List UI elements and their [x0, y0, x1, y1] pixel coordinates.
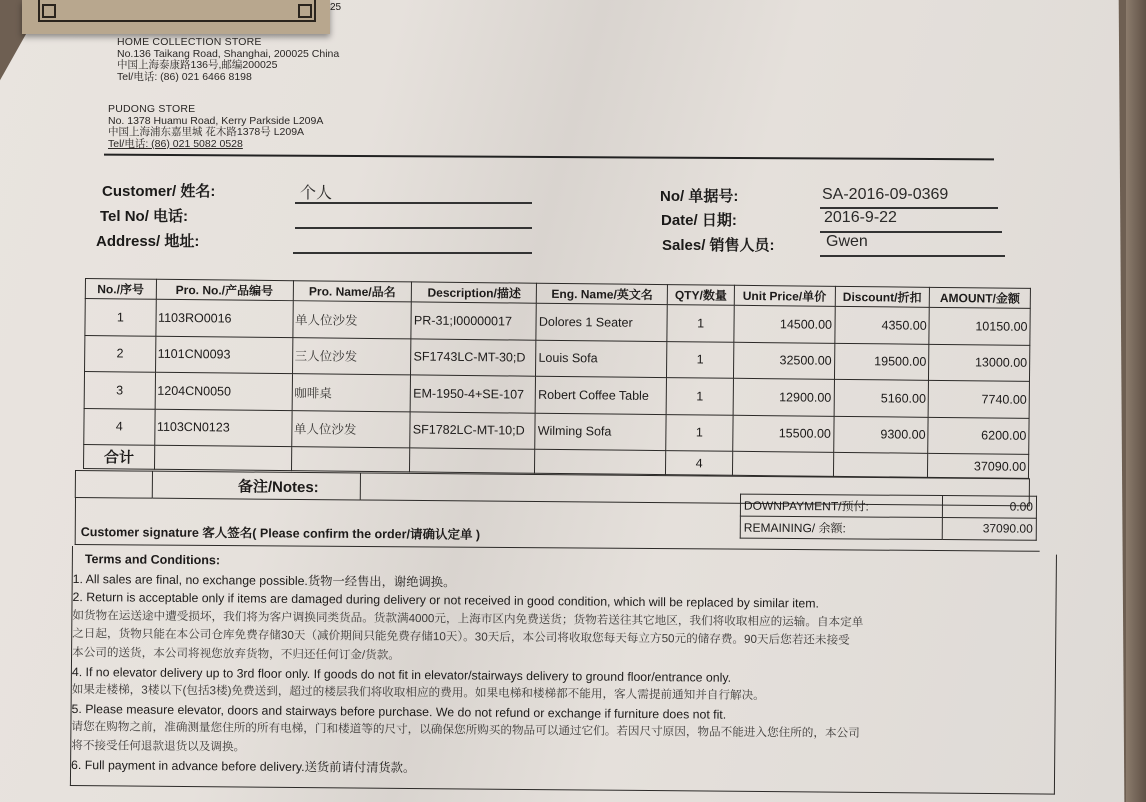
page-number: 25: [330, 2, 342, 13]
term-line: 本公司的送货，本公司将视您放弃货物，不归还任何订金/货款。: [72, 645, 400, 662]
header-pro-name: Pro. Name/品名: [293, 281, 412, 302]
cell-qty: 1: [667, 305, 734, 342]
cell-qty: 1: [666, 414, 733, 451]
store-tel: Tel/电话: (86) 021 5082 0528: [108, 137, 243, 150]
header-pro-no: Pro. No./产品编号: [156, 279, 293, 300]
cell-amount: 7740.00: [928, 380, 1029, 418]
store-pudong: [108, 104, 323, 150]
store-home-collection: [117, 37, 339, 83]
cell-description: EM-1950-4+SE-107: [411, 375, 536, 413]
cell-unit-price: 32500.00: [733, 342, 834, 380]
address-label: Address/ 地址:: [96, 233, 200, 250]
cell-no: 2: [85, 335, 156, 372]
term-line: 2. Return is acceptable only if items are damaged during delivery or not received in good condition, which will be replaced by similar item.: [72, 590, 819, 611]
date-value: 2016-9-22: [824, 209, 897, 226]
date-label: Date/ 日期:: [661, 212, 737, 229]
customer-line: [295, 202, 532, 204]
cell-unit-price: 12900.00: [733, 378, 834, 416]
term-line: 之日起，货物只能在本公司仓库免费存储30天（减价期间只能免费存储10天）。30天后，本公司将收取您每天每立方50元的储存费。90天后您若还未接受: [72, 627, 850, 648]
term-line: 将不接受任何退款退货以及调换。: [71, 738, 246, 754]
header-description: Description/描述: [412, 282, 537, 303]
store-tel: Tel/电话: (86) 021 6466 8198: [117, 70, 252, 83]
customer-value: 个人: [300, 185, 333, 202]
order-no-value: SA-2016-09-0369: [822, 186, 949, 203]
store-address-cn: 中国上海泰康路136号,邮编200025: [117, 59, 278, 71]
header-amount: AMOUNT/金额: [929, 287, 1030, 308]
cell-discount: 5160.00: [834, 379, 929, 416]
downpayment-value: 0.00: [942, 496, 1036, 519]
cell-qty: 1: [666, 378, 733, 415]
cell-amount: 10150.00: [929, 307, 1030, 345]
term-line: 1. All sales are final, no exchange possible.货物一经售出，谢绝调换。: [72, 571, 456, 589]
total-amount: 37090.00: [928, 453, 1029, 478]
cell-no: 4: [84, 408, 155, 445]
tel-line: [295, 227, 532, 229]
header-discount: Discount/折扣: [835, 286, 930, 307]
store-name: PUDONG STORE: [108, 103, 196, 115]
cell-qty: 1: [667, 341, 734, 378]
total-qty: 4: [666, 451, 733, 476]
cell-eng-name: Louis Sofa: [536, 340, 667, 378]
term-line: 4. If no elevator delivery up to 3rd floor only. If goods do not fit in elevator/stairways delivery to ground floor/entrance only.: [71, 664, 732, 685]
address-line: [293, 252, 532, 254]
remaining-value: 37090.00: [942, 518, 1036, 541]
signature-section: [75, 497, 1040, 552]
cell-description: SF1782LC-MT-10;D: [410, 411, 535, 449]
cell-no: 1: [85, 299, 156, 336]
cell-pro-no: 1204CN0050: [155, 372, 292, 410]
customer-label: Customer/ 姓名:: [102, 183, 216, 200]
background-edge: [1126, 0, 1146, 802]
cell-pro-no: 1103RO0016: [155, 299, 292, 337]
terms-title: Terms and Conditions:: [84, 552, 221, 568]
cell-pro-name: 单人位沙发: [291, 410, 410, 448]
term-line: 请您在购物之前，准确测量您住所的所有电梯，门和楼道等的尺寸，以确保您所购买的物品可以通过它们。若因尺寸原因，物品不能进入您住所的，本公司: [71, 720, 860, 741]
sales-value: Gwen: [826, 233, 868, 250]
signature-label: Customer signature 客人签名( Please confirm the order/请确认定单 ): [80, 525, 481, 542]
tel-label: Tel No/ 电话:: [100, 208, 189, 225]
cell-pro-no: 1103CN0123: [154, 409, 291, 447]
remaining-label: REMAINING/ 余额:: [740, 516, 942, 539]
payment-summary: [740, 494, 1037, 541]
cell-eng-name: Robert Coffee Table: [535, 376, 666, 414]
cell-pro-name: 三人位沙发: [292, 337, 411, 375]
cell-no: 3: [84, 372, 155, 409]
store-name: HOME COLLECTION STORE: [117, 36, 262, 48]
cell-pro-no: 1101CN0093: [155, 336, 292, 374]
cell-discount: 4350.00: [834, 306, 929, 343]
cell-amount: 6200.00: [928, 417, 1029, 455]
term-line: 6. Full payment in advance before delivery.送货前请付清货款。: [71, 757, 416, 775]
notes-label: 备注/Notes:: [153, 471, 361, 501]
terms-and-conditions: [70, 546, 1057, 795]
sales-line: [820, 255, 1005, 257]
cell-description: SF1743LC-MT-30;D: [411, 338, 536, 376]
items-table: [83, 278, 1031, 479]
cell-amount: 13000.00: [929, 344, 1030, 382]
term-line: 如货物在运送途中遭受损坏，我们将为客户调换同类货品。货款满4000元，上海市区内免费送货；货物若送往其它地区，我们将收取相应的运输。自本定单: [72, 608, 864, 629]
cell-discount: 19500.00: [834, 343, 929, 380]
cell-description: PR-31;I00000017: [411, 302, 536, 340]
cell-unit-price: 14500.00: [734, 305, 835, 343]
store-address-en: No. 1378 Huamu Road, Kerry Parkside L209A: [108, 114, 324, 127]
order-no-label: No/ 单据号:: [660, 188, 739, 205]
header-no: No./序号: [85, 279, 156, 300]
store-address-en: No.136 Taikang Road, Shanghai, 200025 China: [117, 47, 340, 60]
term-line: 如果走楼梯，3楼以下(包括3楼)免费送到，超过的楼层我们将收取相应的费用。如果电梯和楼梯都不能用，客人需提前通知并自行解决。: [71, 683, 765, 703]
downpayment-label: DOWNPAYMENT/预付:: [740, 494, 942, 517]
sales-label: Sales/ 销售人员:: [662, 237, 775, 254]
total-label: 合计: [84, 444, 155, 469]
term-line: 5. Please measure elevator, doors and stairways before purchase. We do not refund or exchange if furniture does not fit.: [71, 701, 727, 722]
cell-pro-name: 单人位沙发: [292, 301, 411, 339]
store-logo: [22, 0, 330, 34]
header-qty: QTY/数量: [668, 285, 735, 306]
cell-discount: 9300.00: [833, 416, 928, 453]
cell-pro-name: 咖啡桌: [292, 374, 411, 412]
header-eng-name: Eng. Name/英文名: [537, 283, 668, 304]
store-address-cn: 中国上海浦东嘉里城 花木路1378号 L209A: [108, 126, 305, 138]
header-unit-price: Unit Price/单价: [734, 285, 835, 306]
cell-eng-name: Wilming Sofa: [535, 413, 666, 451]
cell-unit-price: 15500.00: [732, 415, 833, 453]
cell-eng-name: Dolores 1 Seater: [536, 303, 667, 341]
